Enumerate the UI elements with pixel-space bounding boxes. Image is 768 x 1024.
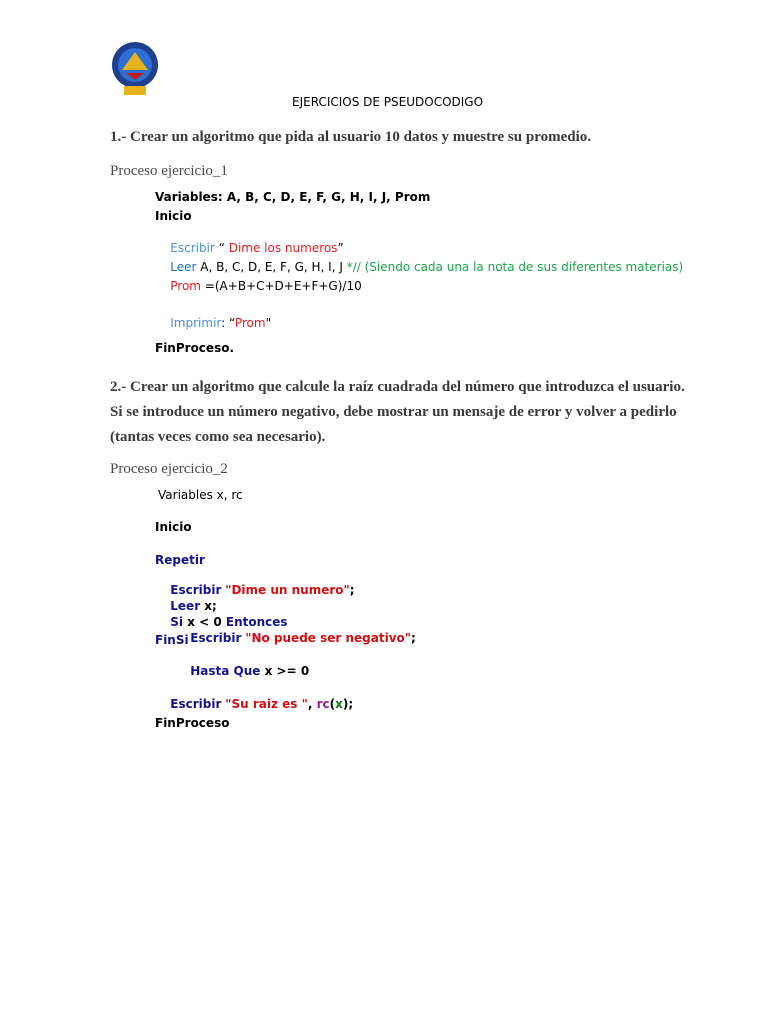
ex1-finproceso-line: FinProceso. xyxy=(155,341,235,355)
imprimir-text: Prom xyxy=(234,316,266,330)
exercise-2-heading-line-1: 2.- Crear un algoritmo que calcule la raíz cuadrada del número que introduzca el usuario. xyxy=(110,379,685,395)
rc-function: rc xyxy=(316,697,330,711)
exercise-2-proceso: Proceso ejercicio_2 xyxy=(110,461,228,477)
ex2-variables-line: Variables x, rc xyxy=(158,488,243,502)
ex2-finproceso-line: FinProceso xyxy=(155,716,230,730)
seal-caption-band xyxy=(124,86,146,95)
ex1-variables-line: Variables: A, B, C, D, E, F, G, H, I, J, Prom xyxy=(155,190,431,204)
si-condition: x < 0 xyxy=(183,615,226,629)
escribir-string-1: "Dime un numero" xyxy=(225,583,350,597)
ex2-inicio-line: Inicio xyxy=(155,520,192,534)
ex1-imprimir-line xyxy=(155,302,271,344)
ex2-finsi-line: FinSi xyxy=(155,633,189,647)
escribir-string-3: "Su raiz es " xyxy=(225,697,308,711)
imprimir-keyword: Imprimir xyxy=(170,316,222,330)
semicolon: ; xyxy=(349,583,355,597)
exercise-1-proceso: Proceso ejercicio_1 xyxy=(110,163,228,179)
open-paren: ( xyxy=(329,697,336,711)
ex2-repetir-line: Repetir xyxy=(155,553,205,567)
close-paren-semicolon: ); xyxy=(342,697,354,711)
comma: , xyxy=(307,697,317,711)
prom-keyword: Prom xyxy=(170,279,201,293)
ex1-inicio-line: Inicio xyxy=(155,209,192,223)
leer-vars: A, B, C, D, E, F, G, H, I, J xyxy=(196,260,347,274)
escribir-string-2: "No puede ser negativo" xyxy=(245,631,412,645)
leer-comment: *// (Siendo cada una la nota de sus diferentes materias) xyxy=(346,260,684,274)
leer-keyword: Leer xyxy=(170,599,201,613)
hasta-que-keyword: Hasta Que xyxy=(190,664,261,678)
escribir-keyword: Escribir xyxy=(170,583,222,597)
exercise-1-heading: 1.- Crear un algoritmo que pida al usuario 10 datos y muestre su promedio. xyxy=(110,129,592,145)
exercise-2-heading-line-3: (tantas veces como sea necesario). xyxy=(110,429,326,445)
escribir-keyword: Escribir xyxy=(190,631,242,645)
university-seal-logo xyxy=(110,40,160,96)
hasta-condition: x >= 0 xyxy=(260,664,310,678)
leer-var: x; xyxy=(200,599,217,613)
entonces-keyword: Entonces xyxy=(225,615,288,629)
imprimir-separator: : “ xyxy=(221,316,235,330)
si-keyword: Si xyxy=(170,615,184,629)
escribir-keyword: Escribir xyxy=(170,697,222,711)
document-title: EJERCICIOS DE PSEUDOCODIGO xyxy=(292,95,484,109)
rc-argument: x xyxy=(335,697,343,711)
escribir-keyword: Escribir xyxy=(170,241,215,255)
escribir-close-quote: ” xyxy=(337,241,344,255)
escribir-open-quote: “ xyxy=(214,241,229,255)
ex1-prom-line xyxy=(155,265,362,307)
prom-expression: =(A+B+C+D+E+F+G)/10 xyxy=(201,279,362,293)
leer-keyword: Leer xyxy=(170,260,197,274)
escribir-text: Dime los numeros xyxy=(228,241,338,255)
exercise-2-heading-line-2: Si se introduce un número negativo, debe mostrar un mensaje de error y volver a pedirlo xyxy=(110,404,677,420)
semicolon: ; xyxy=(411,631,416,645)
imprimir-close-quote: " xyxy=(265,316,272,330)
